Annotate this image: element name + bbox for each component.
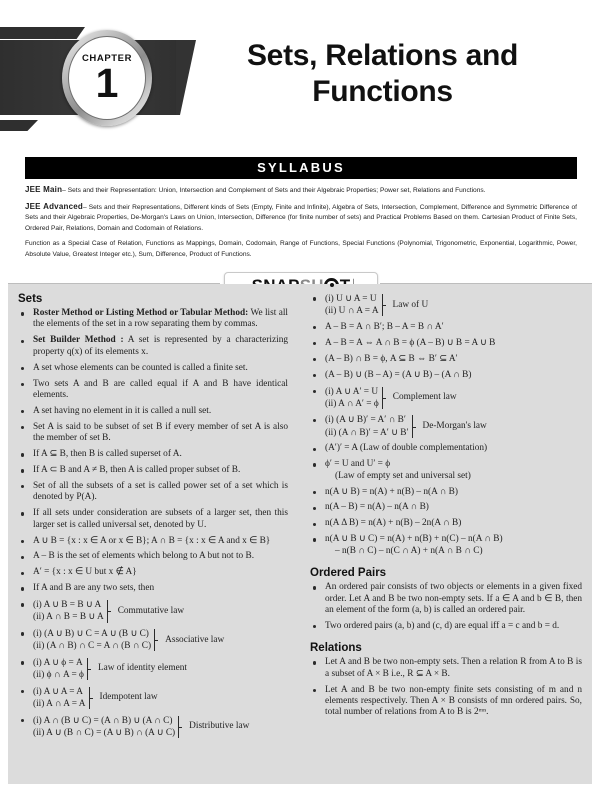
law-pair-equations bbox=[33, 599, 104, 623]
page-title-line-2: Functions bbox=[312, 75, 453, 108]
law-equation-ii: (ii) (A ∩ B)′ = A′ ∪ B′ bbox=[325, 427, 409, 438]
list-item: If A and B are any two sets, then bbox=[18, 583, 288, 594]
list-item: A – B = A ⇔ A ∩ B = ϕ (A – B) ∪ B = A ∪ B bbox=[310, 338, 582, 349]
list-item: Two ordered pairs (a, b) and (c, d) are equal iff a = c and b = d. bbox=[310, 621, 582, 632]
chapter-label: CHAPTER bbox=[81, 52, 133, 64]
law-equation-i: (i) U ∪ A = U bbox=[325, 294, 377, 304]
list-item: An ordered pair consists of two objects or elements in a given fixed order. Let A and B be two non-empty sets. If a ∈ A and b ∈ B, then an element of the form (a, b) is called an ordered pair. bbox=[310, 582, 582, 616]
list-item: (A – B) ∩ B = ϕ, A ⊆ B ⇔ B′ ⊆ A′ bbox=[310, 354, 582, 365]
syllabus-section bbox=[25, 157, 577, 260]
page-title bbox=[175, 38, 590, 110]
law-pair bbox=[325, 414, 582, 438]
law-name: De-Morgan's law bbox=[422, 420, 487, 431]
law-pair bbox=[33, 657, 288, 681]
formula-line: n(A ∪ B ∪ C) = n(A) + n(B) + n(C) – n(A ∩ B) bbox=[325, 534, 503, 545]
law-equation-i: (i) A ∪ A = A bbox=[33, 686, 84, 697]
header-banner-bottom-accent bbox=[0, 120, 38, 131]
list-item: A set having no element in it is called a null set. bbox=[18, 406, 288, 417]
syllabus-bar-title: SYLLABUS bbox=[25, 157, 577, 179]
method-name: Set Builder Method : bbox=[33, 335, 124, 346]
brace-icon bbox=[382, 294, 389, 316]
list-item bbox=[18, 335, 288, 358]
list-item bbox=[310, 386, 582, 410]
sets-list bbox=[18, 308, 288, 739]
brace-icon bbox=[412, 415, 419, 437]
law-equation-i: (i) A ∪ ϕ = A bbox=[33, 657, 83, 668]
list-item: Set of all the subsets of a set is called power set of a set which is denoted by P(A). bbox=[18, 481, 288, 504]
law-pair-equations bbox=[325, 293, 379, 317]
syllabus-entry-text: Sets and their Representations, Different kinds of Sets (Empty, Finite and Infinite), Algebra of Sets, Intersection, Complement, Difference and Symmetric Difference of Sets and their Algebraic Properties, De-Morgan's Laws on Union, Intersection, Difference (for finite number of sets) and Practical Problems Based on them. Cartesian Product of Finite Sets, Ordered Pair, Relations, Domain and Codomain of Relations. bbox=[25, 203, 577, 232]
formula-line: (Law of empty set and universal set) bbox=[335, 470, 471, 481]
law-pair-equations bbox=[325, 386, 379, 410]
list-item: n(A ∪ B) = n(A) + n(B) – n(A ∩ B) bbox=[310, 487, 582, 498]
law-equation-i: (i) (A ∪ B) ∪ C = A ∪ (B ∪ C) bbox=[33, 629, 149, 640]
law-pair bbox=[33, 686, 288, 710]
law-pair bbox=[33, 715, 288, 739]
law-pair-equations bbox=[325, 414, 409, 438]
list-item: Let A and B be two non-empty finite sets consisting of m and n elements respectively. Then A × B consists of mn ordered pairs. So, total number of relations from A to B is 2ᵐⁿ. bbox=[310, 685, 582, 719]
list-item bbox=[310, 534, 582, 557]
list-item bbox=[18, 308, 288, 331]
formula-line: ϕ′ = U and U′ = ϕ bbox=[325, 459, 391, 470]
syllabus-body bbox=[25, 179, 577, 260]
syllabus-entry-label: JEE Main bbox=[25, 185, 63, 194]
syllabus-closing-paragraph: Function as a Special Case of Relation, Functions as Mappings, Domain, Codomain, Range of Functions, Special Functions (Polynomial, Trigonometric, Exponential, Logarithmic, Power, Absolute Value, Greatest Integer etc.), Sum, Difference, Product of Functions. bbox=[25, 240, 577, 258]
formula-line: – n(B ∩ C) – n(C ∩ A) + n(A ∩ B ∩ C) bbox=[335, 545, 483, 556]
list-item: A ∪ B = {x : x ∈ A or x ∈ B}; A ∩ B = {x : x ∈ A and x ∈ B} bbox=[18, 536, 288, 547]
law-pair-equations bbox=[33, 628, 151, 652]
syllabus-entry-label: JEE Advanced bbox=[25, 201, 83, 211]
list-item: A – B = A ∩ B′; B – A = B ∩ A′ bbox=[310, 322, 582, 333]
list-item: A – B is the set of elements which belong to A but not to B. bbox=[18, 551, 288, 562]
law-pair bbox=[325, 386, 582, 410]
law-pair bbox=[325, 293, 582, 317]
list-item: If A ⊆ B, then B is called superset of A. bbox=[18, 449, 288, 460]
list-item: If A ⊂ B and A ≠ B, then A is called proper subset of B. bbox=[18, 465, 288, 476]
header-banner-top-accent-2 bbox=[55, 27, 85, 39]
chapter-number: 1 bbox=[95, 59, 119, 106]
brace-icon bbox=[87, 658, 94, 680]
brace-icon bbox=[107, 600, 114, 622]
law-pair-equations bbox=[33, 715, 175, 739]
brace-icon bbox=[89, 687, 96, 709]
law-name: Associative law bbox=[165, 634, 225, 645]
law-name: Commutative law bbox=[117, 605, 185, 616]
list-item bbox=[310, 414, 582, 438]
law-name: Law of identity element bbox=[97, 663, 188, 674]
syllabus-entry-dash: – bbox=[82, 203, 87, 211]
method-description: A set is represented by a characterizing property q(x) of its elements x. bbox=[33, 335, 288, 357]
law-pair bbox=[33, 599, 288, 623]
relations-list bbox=[310, 657, 582, 719]
law-equation-ii: (ii) A ∪ (B ∩ C) = (A ∪ B) ∩ (A ∪ C) bbox=[33, 727, 176, 738]
list-item bbox=[18, 686, 288, 710]
laws-list bbox=[310, 293, 582, 557]
list-item: Let A and B be two non-empty sets. Then a relation R from A to B is a subset of A × B i.e., R ⊆ A × B. bbox=[310, 657, 582, 680]
law-equation-ii: (ii) A ∩ B = B ∪ A bbox=[33, 612, 104, 623]
list-item bbox=[18, 599, 288, 623]
method-description: We list all the elements of the set in a row separating them by commas. bbox=[33, 308, 288, 330]
chapter-medallion-face bbox=[68, 36, 146, 120]
list-item: Set A is said to be subset of set B if every member of set A is also the member of set B. bbox=[18, 422, 288, 445]
list-item: (A – B) ∪ (B – A) = (A ∪ B) – (A ∩ B) bbox=[310, 370, 582, 381]
law-equation-i: (i) (A ∪ B)′ = A′ ∩ B′ bbox=[325, 415, 406, 426]
law-equation-i: (i) A ∪ B = B ∪ A bbox=[33, 600, 102, 611]
law-equation-ii: (ii) ϕ ∩ A = ϕ bbox=[33, 670, 84, 681]
brace-icon bbox=[154, 629, 161, 651]
syllabus-entry-text: Sets and their Representation: Union, Intersection and Complement of Sets and their Algebraic Properties; Power set, Relations and Functions. bbox=[67, 187, 486, 194]
section-heading-ordered-pairs: Ordered Pairs bbox=[310, 567, 387, 580]
method-name: Roster Method or Listing Method or Tabular Method: bbox=[33, 308, 249, 318]
law-name: Distributive law bbox=[189, 721, 250, 732]
list-item bbox=[18, 715, 288, 739]
list-item: n(A – B) = n(A) – n(A ∩ B) bbox=[310, 502, 582, 513]
law-equation-ii: (ii) (A ∩ B) ∩ C = A ∩ (B ∩ C) bbox=[33, 641, 152, 652]
law-pair bbox=[33, 628, 288, 652]
law-name: Law of U bbox=[392, 299, 429, 310]
syllabus-entry-dash: – bbox=[62, 187, 66, 194]
law-pair-equations bbox=[33, 657, 84, 681]
content-column-right bbox=[300, 293, 582, 784]
law-equation-ii: (ii) U ∩ A = A bbox=[325, 306, 379, 317]
law-equation-ii: (ii) A ∩ A = A bbox=[33, 699, 86, 710]
list-item: If all sets under consideration are subsets of a larger set, then this larger set is called universal set, denoted by U. bbox=[18, 508, 288, 531]
snapshot-content-panel bbox=[8, 284, 592, 784]
list-item: (A′)′ = A (Law of double complementation) bbox=[310, 443, 582, 454]
list-item bbox=[18, 657, 288, 681]
list-item: Two sets A and B are called equal if A and B have identical elements. bbox=[18, 379, 288, 402]
content-column-left bbox=[18, 293, 300, 784]
list-item: n(A Δ B) = n(A) + n(B) – 2n(A ∩ B) bbox=[310, 518, 582, 529]
law-name: Complement law bbox=[392, 392, 457, 403]
section-heading-relations: Relations bbox=[310, 642, 362, 655]
law-name: Idempotent law bbox=[99, 692, 158, 703]
page-header bbox=[0, 0, 600, 140]
ordered-pairs-list bbox=[310, 582, 582, 632]
list-item bbox=[18, 628, 288, 652]
law-equation-ii: (ii) A ∩ A′ = ϕ bbox=[325, 398, 379, 409]
brace-icon bbox=[382, 387, 389, 409]
section-heading-sets: Sets bbox=[18, 293, 43, 305]
law-equation-i: (i) A ∩ (B ∪ C) = (A ∩ B) ∪ (A ∩ C) bbox=[33, 715, 173, 726]
page-title-line-1: Sets, Relations and bbox=[246, 39, 519, 72]
chapter-medallion bbox=[62, 30, 152, 126]
list-item: A′ = {x : x ∈ U but x ∉ A} bbox=[18, 567, 288, 578]
list-item bbox=[310, 293, 582, 317]
list-item: A set whose elements can be counted is called a finite set. bbox=[18, 363, 288, 374]
list-item bbox=[310, 459, 582, 482]
law-pair-equations bbox=[33, 686, 86, 710]
brace-icon bbox=[178, 716, 185, 738]
syllabus-entry bbox=[25, 202, 577, 235]
syllabus-entry bbox=[25, 185, 577, 197]
law-equation-i: (i) A ∪ A′ = U bbox=[325, 386, 379, 397]
